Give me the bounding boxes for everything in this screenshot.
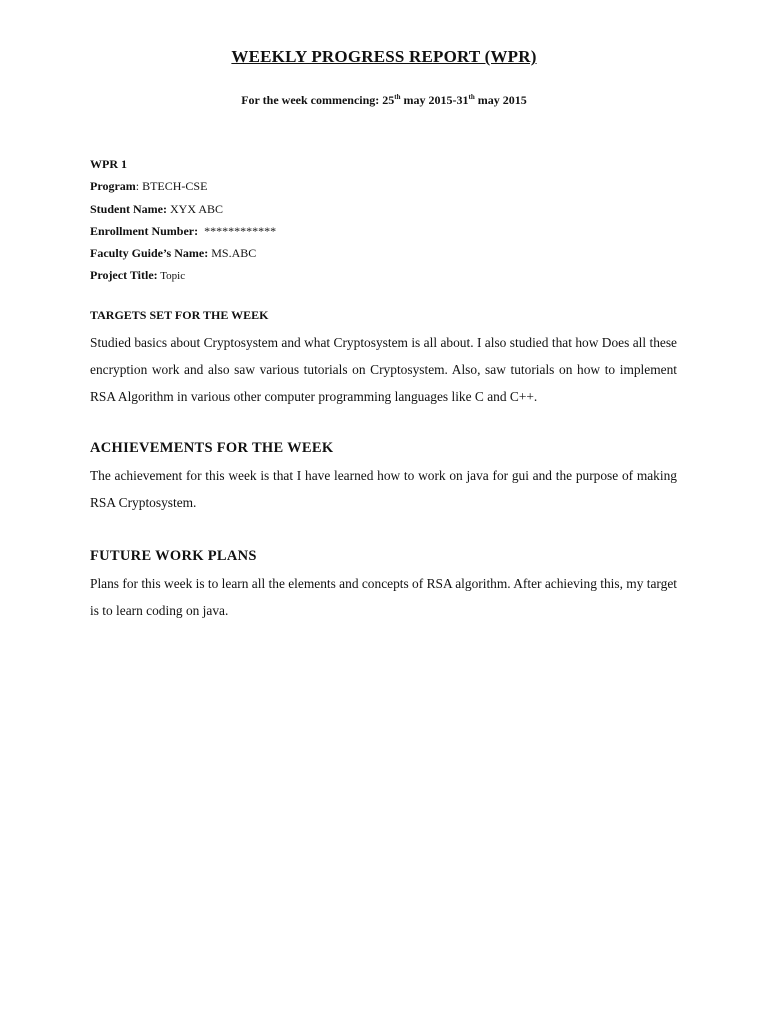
student-name-row: [90, 198, 690, 220]
achievements-paragraph: The achievement for this week is that I have learned how to work on java for gui and the purpose of making RSA Cryptosystem.: [90, 468, 677, 510]
future-plans-paragraph: Plans for this week is to learn all the elements and concepts of RSA algorithm. After achieving this, my target is to learn coding on java.: [90, 576, 677, 618]
program-row: [90, 175, 690, 197]
enrollment-row: [90, 220, 690, 242]
project-title-label: Project Title:: [90, 268, 158, 283]
week-middle: may 2015-31: [400, 93, 469, 107]
faculty-guide-label: Faculty Guide’s Name:: [90, 246, 209, 261]
week-commencing-line: [0, 93, 768, 108]
wpr-number-row: [90, 153, 690, 175]
student-name-label: Student Name:: [90, 201, 167, 216]
week-suffix: may 2015: [474, 93, 527, 107]
week-start-superscript: th: [394, 93, 401, 101]
project-title-row: [90, 264, 690, 287]
future-plans-heading: FUTURE WORK PLANS: [90, 548, 257, 564]
faculty-guide-value: MS.ABC: [208, 246, 257, 261]
report-title: WEEKLY PROGRESS REPORT (WPR): [231, 47, 537, 66]
week-prefix: For the week commencing: 25: [241, 93, 395, 107]
program-value: : BTECH-CSE: [135, 179, 208, 194]
faculty-guide-row: [90, 242, 690, 264]
enrollment-value: ************: [198, 223, 277, 238]
targets-heading: TARGETS SET FOR THE WEEK: [90, 308, 269, 322]
targets-paragraph: Studied basics about Cryptosystem and what Cryptosystem is all about. I also studied that how Does all these encryption work and also saw various tutorials on Cryptosystem. Also, saw tutorials on how to implement RSA Algorithm in various other computer programming languages like C and C++.: [90, 335, 677, 404]
enrollment-label: Enrollment Number:: [90, 223, 199, 238]
project-title-value: Topic: [157, 270, 186, 283]
program-label: Program: [90, 179, 136, 194]
report-info-block: [90, 153, 690, 288]
wpr-number: WPR 1: [90, 157, 127, 171]
week-end-superscript: th: [468, 93, 475, 101]
student-name-value: XYX ABC: [167, 201, 224, 216]
achievements-heading: ACHIEVEMENTS FOR THE WEEK: [90, 440, 334, 456]
